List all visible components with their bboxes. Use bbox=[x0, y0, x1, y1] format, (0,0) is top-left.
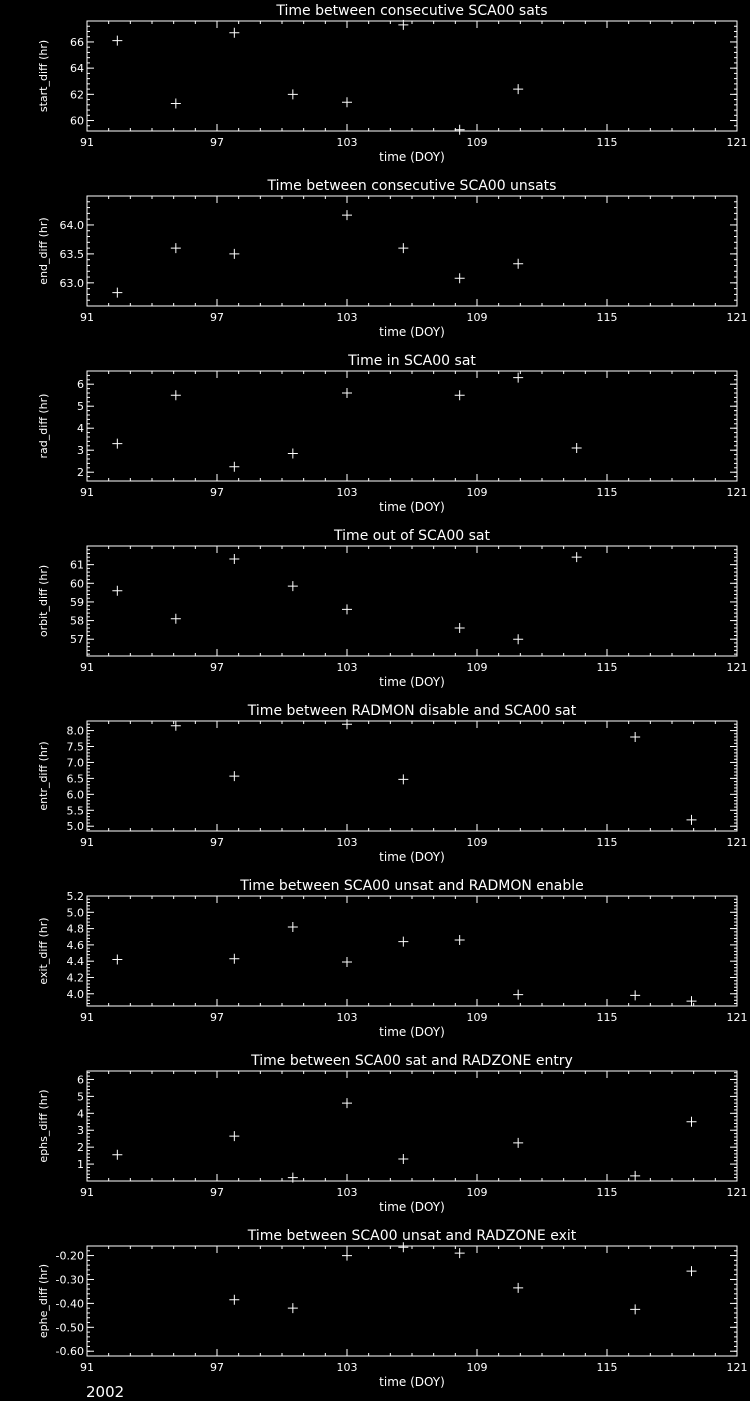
data-point bbox=[687, 1266, 697, 1276]
data-point bbox=[630, 732, 640, 742]
data-point bbox=[455, 623, 465, 633]
data-point bbox=[572, 443, 582, 453]
x-tick-label: 121 bbox=[726, 836, 748, 849]
data-point bbox=[398, 243, 408, 253]
x-tick-label: 121 bbox=[726, 1186, 748, 1199]
data-point bbox=[171, 99, 181, 109]
chart-title: Time between consecutive SCA00 sats bbox=[276, 3, 548, 19]
x-tick-label: 103 bbox=[336, 311, 358, 324]
data-point bbox=[513, 259, 523, 269]
data-point bbox=[171, 614, 181, 624]
chart-panel-7 bbox=[37, 1053, 748, 1214]
x-tick-label: 121 bbox=[726, 136, 748, 149]
x-tick-label: 115 bbox=[596, 661, 618, 674]
chart-title: Time between SCA00 unsat and RADZONE exit bbox=[247, 1228, 577, 1244]
data-point bbox=[513, 373, 523, 383]
y-tick-label: 5.2 bbox=[66, 890, 84, 903]
x-tick-label: 109 bbox=[466, 661, 488, 674]
data-point bbox=[630, 1171, 640, 1181]
x-tick-label: 97 bbox=[210, 1011, 224, 1024]
chart-title: Time between SCA00 sat and RADZONE entry bbox=[251, 1053, 573, 1069]
data-point bbox=[687, 1117, 697, 1127]
year-label: 2002 bbox=[86, 1383, 125, 1401]
data-point bbox=[229, 954, 239, 964]
x-tick-label: 97 bbox=[210, 136, 224, 149]
data-point bbox=[288, 89, 298, 99]
chart-panel-3 bbox=[37, 353, 748, 514]
data-point bbox=[342, 97, 352, 107]
data-point bbox=[229, 1131, 239, 1141]
y-tick-label: 5.0 bbox=[66, 820, 84, 834]
x-tick-label: 109 bbox=[466, 136, 488, 149]
data-point bbox=[513, 634, 523, 644]
y-tick-label: 5.5 bbox=[66, 804, 84, 818]
x-tick-label: 91 bbox=[80, 136, 94, 149]
y-axis-label: end_diff (hr) bbox=[37, 217, 50, 285]
y-tick-label: 4 bbox=[77, 422, 84, 436]
y-tick-label: 4.4 bbox=[66, 955, 84, 969]
chart-panel-4 bbox=[37, 528, 748, 689]
y-tick-label: 6.0 bbox=[66, 788, 84, 802]
x-tick-label: 97 bbox=[210, 486, 224, 499]
chart-panel-2 bbox=[37, 178, 748, 339]
plot-frame bbox=[87, 896, 737, 1006]
y-axis-label: exit_diff (hr) bbox=[37, 917, 50, 985]
y-tick-label: 4.6 bbox=[66, 938, 84, 952]
x-tick-label: 97 bbox=[210, 311, 224, 324]
x-tick-label: 109 bbox=[466, 1011, 488, 1024]
x-tick-label: 121 bbox=[726, 1361, 748, 1374]
data-point bbox=[171, 390, 181, 400]
data-point bbox=[342, 1251, 352, 1261]
data-point bbox=[513, 990, 523, 1000]
data-point bbox=[288, 922, 298, 932]
y-tick-label: 4 bbox=[77, 1107, 84, 1121]
x-axis-label: time (DOY) bbox=[379, 150, 445, 164]
x-axis-label: time (DOY) bbox=[379, 850, 445, 864]
y-tick-label: 4.0 bbox=[66, 987, 84, 1001]
data-point bbox=[455, 935, 465, 945]
chart-title: Time in SCA00 sat bbox=[348, 353, 476, 369]
x-tick-label: 115 bbox=[596, 1361, 618, 1374]
chart-title: Time out of SCA00 sat bbox=[334, 528, 490, 544]
x-axis-label: time (DOY) bbox=[379, 1025, 445, 1039]
data-point bbox=[112, 955, 122, 965]
y-tick-label: 6 bbox=[77, 1073, 84, 1087]
y-tick-label: 1 bbox=[77, 1158, 84, 1172]
x-axis-label: time (DOY) bbox=[379, 1375, 445, 1389]
data-point bbox=[171, 243, 181, 253]
data-point bbox=[398, 937, 408, 947]
y-tick-label: 5 bbox=[77, 1090, 84, 1104]
y-tick-label: 57 bbox=[70, 633, 84, 647]
y-tick-label: 64 bbox=[70, 62, 84, 76]
data-point bbox=[229, 249, 239, 259]
x-tick-label: 91 bbox=[80, 836, 94, 849]
x-tick-label: 91 bbox=[80, 1186, 94, 1199]
chart-title: Time between consecutive SCA00 unsats bbox=[267, 178, 557, 194]
y-tick-label: 8.0 bbox=[66, 724, 84, 738]
x-tick-label: 115 bbox=[596, 311, 618, 324]
data-point bbox=[288, 1303, 298, 1313]
y-tick-label: 5.0 bbox=[66, 906, 84, 920]
data-point bbox=[112, 288, 122, 298]
x-axis-label: time (DOY) bbox=[379, 500, 445, 514]
x-axis-label: time (DOY) bbox=[379, 675, 445, 689]
y-tick-label: 62 bbox=[70, 88, 84, 102]
chart-title: Time between SCA00 unsat and RADMON enable bbox=[240, 878, 584, 894]
x-tick-label: 115 bbox=[596, 1186, 618, 1199]
x-tick-label: 91 bbox=[80, 1011, 94, 1024]
plot-frame bbox=[87, 546, 737, 656]
x-axis-label: time (DOY) bbox=[379, 1200, 445, 1214]
y-axis-label: orbit_diff (hr) bbox=[37, 564, 50, 638]
y-tick-label: -0.20 bbox=[55, 1249, 84, 1263]
x-tick-label: 91 bbox=[80, 486, 94, 499]
y-tick-label: 4.2 bbox=[66, 971, 84, 985]
data-point bbox=[229, 28, 239, 38]
x-tick-label: 97 bbox=[210, 836, 224, 849]
data-point bbox=[112, 439, 122, 449]
data-point bbox=[455, 273, 465, 283]
data-point bbox=[455, 1248, 465, 1258]
y-tick-label: 6 bbox=[77, 378, 84, 392]
x-tick-label: 115 bbox=[596, 836, 618, 849]
x-tick-label: 103 bbox=[336, 1011, 358, 1024]
y-tick-label: 59 bbox=[70, 595, 84, 609]
data-point bbox=[630, 990, 640, 1000]
y-tick-label: 61 bbox=[70, 558, 84, 572]
data-point bbox=[513, 1283, 523, 1293]
data-point bbox=[342, 388, 352, 398]
x-tick-label: 103 bbox=[336, 1186, 358, 1199]
data-point bbox=[342, 604, 352, 614]
x-tick-label: 103 bbox=[336, 486, 358, 499]
x-tick-label: 103 bbox=[336, 136, 358, 149]
data-point bbox=[687, 815, 697, 825]
y-tick-label: 2 bbox=[77, 466, 84, 480]
y-axis-label: ephe_diff (hr) bbox=[37, 1263, 50, 1339]
x-tick-label: 109 bbox=[466, 486, 488, 499]
data-point bbox=[572, 552, 582, 562]
data-point bbox=[112, 586, 122, 596]
plot-frame bbox=[87, 371, 737, 481]
data-point bbox=[455, 390, 465, 400]
x-tick-label: 121 bbox=[726, 311, 748, 324]
data-point bbox=[171, 721, 181, 731]
plot-frame bbox=[87, 1071, 737, 1181]
y-tick-label: 66 bbox=[70, 35, 84, 49]
chart-panel-1 bbox=[37, 3, 748, 164]
x-axis-label: time (DOY) bbox=[379, 325, 445, 339]
x-tick-label: 109 bbox=[466, 311, 488, 324]
data-point bbox=[112, 1150, 122, 1160]
x-tick-label: 121 bbox=[726, 486, 748, 499]
data-point bbox=[398, 774, 408, 784]
y-axis-label: rad_diff (hr) bbox=[37, 393, 50, 459]
x-tick-label: 121 bbox=[726, 661, 748, 674]
data-point bbox=[513, 84, 523, 94]
data-point bbox=[229, 554, 239, 564]
y-tick-label: 60 bbox=[70, 577, 84, 591]
y-tick-label: -0.60 bbox=[55, 1345, 84, 1359]
y-tick-label: 63.5 bbox=[59, 247, 84, 261]
y-tick-label: 6.5 bbox=[66, 772, 84, 786]
y-tick-label: 3 bbox=[77, 444, 84, 458]
y-tick-label: -0.40 bbox=[55, 1297, 84, 1311]
x-tick-label: 91 bbox=[80, 311, 94, 324]
plot-frame bbox=[87, 21, 737, 131]
chart-panel-5 bbox=[37, 703, 748, 864]
data-point bbox=[687, 996, 697, 1006]
y-tick-label: -0.50 bbox=[55, 1321, 84, 1335]
data-point bbox=[342, 1098, 352, 1108]
y-tick-label: 4.8 bbox=[66, 922, 84, 936]
data-point bbox=[229, 771, 239, 781]
y-tick-label: 64.0 bbox=[59, 218, 84, 232]
x-tick-label: 109 bbox=[466, 836, 488, 849]
y-tick-label: 7.5 bbox=[66, 740, 84, 754]
y-tick-label: 63.0 bbox=[59, 276, 84, 290]
y-tick-label: 60 bbox=[70, 114, 84, 128]
x-tick-label: 97 bbox=[210, 1186, 224, 1199]
data-point bbox=[630, 1304, 640, 1314]
data-point bbox=[455, 125, 465, 135]
x-tick-label: 115 bbox=[596, 1011, 618, 1024]
plot-frame bbox=[87, 1246, 737, 1356]
y-tick-label: 3 bbox=[77, 1124, 84, 1138]
chart-title: Time between RADMON disable and SCA00 sat bbox=[247, 703, 577, 719]
chart-panel-8 bbox=[37, 1228, 748, 1389]
data-point bbox=[229, 462, 239, 472]
x-tick-label: 115 bbox=[596, 486, 618, 499]
x-tick-label: 109 bbox=[466, 1361, 488, 1374]
y-axis-label: ephs_diff (hr) bbox=[37, 1089, 50, 1163]
y-tick-label: 7.0 bbox=[66, 756, 84, 770]
y-axis-label: start_diff (hr) bbox=[37, 39, 50, 113]
x-tick-label: 121 bbox=[726, 1011, 748, 1024]
plot-frame bbox=[87, 196, 737, 306]
data-point bbox=[229, 1295, 239, 1305]
data-point bbox=[288, 449, 298, 459]
y-tick-label: 58 bbox=[70, 614, 84, 628]
data-point bbox=[398, 1154, 408, 1164]
plot-frame bbox=[87, 721, 737, 831]
x-tick-label: 97 bbox=[210, 661, 224, 674]
x-tick-label: 109 bbox=[466, 1186, 488, 1199]
y-tick-label: 5 bbox=[77, 400, 84, 414]
x-tick-label: 115 bbox=[596, 136, 618, 149]
y-axis-label: entr_diff (hr) bbox=[37, 741, 50, 811]
data-point bbox=[342, 210, 352, 220]
y-tick-label: -0.30 bbox=[55, 1273, 84, 1287]
chart-panel-6 bbox=[37, 878, 748, 1039]
data-point bbox=[288, 581, 298, 591]
x-tick-label: 97 bbox=[210, 1361, 224, 1374]
x-tick-label: 91 bbox=[80, 1361, 94, 1374]
x-tick-label: 103 bbox=[336, 836, 358, 849]
x-tick-label: 103 bbox=[336, 661, 358, 674]
data-point bbox=[342, 957, 352, 967]
data-point bbox=[112, 36, 122, 46]
data-point bbox=[513, 1138, 523, 1148]
y-tick-label: 2 bbox=[77, 1141, 84, 1155]
x-tick-label: 103 bbox=[336, 1361, 358, 1374]
x-tick-label: 91 bbox=[80, 661, 94, 674]
